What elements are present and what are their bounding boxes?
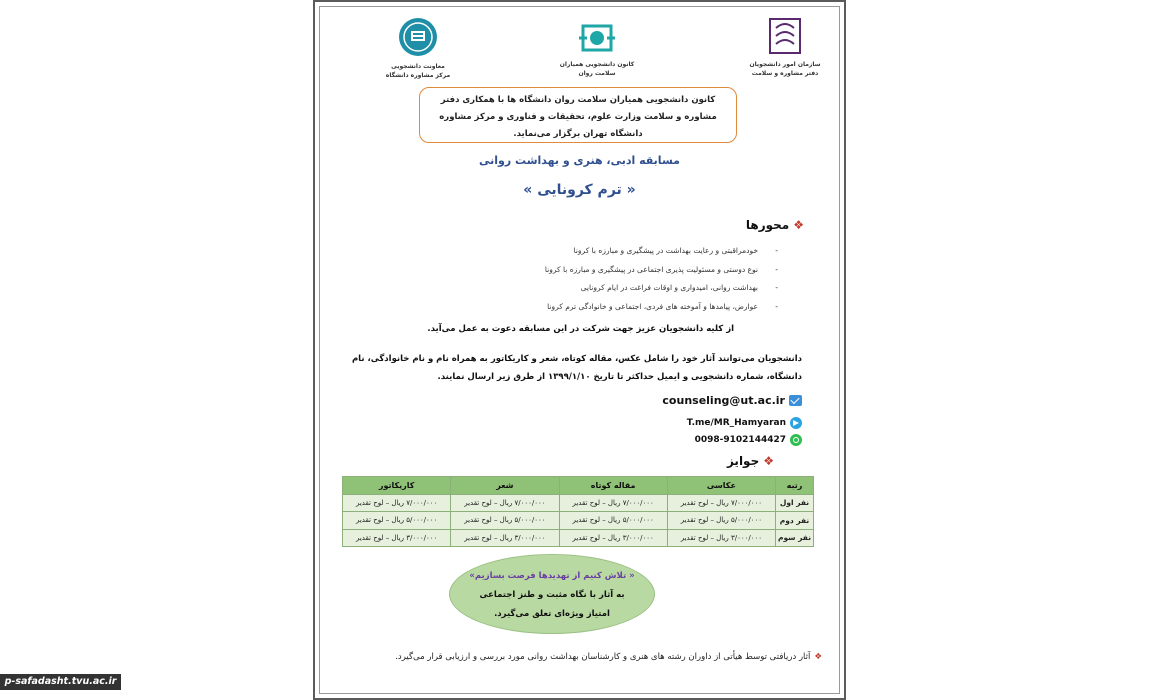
logo-caption: مرکز مشاوره دانشگاه <box>385 72 451 79</box>
slogan-oval <box>449 554 655 634</box>
logo-caption: دفتر مشاوره و سلامت <box>751 70 819 77</box>
prize-cell: ۳/۰۰۰/۰۰۰ ریال – لوح تقدیر <box>667 529 775 547</box>
prize-cell: ۷/۰۰۰/۰۰۰ ریال – لوح تقدیر <box>667 494 775 512</box>
table-header-row <box>343 477 814 495</box>
list-item: - بهداشت روانی، امیدواری و اوقات فراغت در ایام کرونایی <box>545 279 778 298</box>
prize-cell: ۵/۰۰۰/۰۰۰ ریال – لوح تقدیر <box>559 512 667 530</box>
prize-cell: ۷/۰۰۰/۰۰۰ ریال – لوح تقدیر <box>343 494 451 512</box>
list-item: - عوارض، پیامدها و آموخته های فردی، اجتماعی و خانوادگی ترم کرونا <box>545 298 778 317</box>
star-bullet-icon: ❖ <box>793 218 804 232</box>
university-logo-block <box>363 16 473 80</box>
whatsapp-icon <box>790 434 802 446</box>
invite-text: از کلیه دانشجویان عزیز جهت شرکت در این مسابقه دعوت به عمل می‌آید. <box>427 324 734 334</box>
topics-list <box>545 242 778 316</box>
logo-caption: سلامت روان <box>578 70 616 77</box>
mail-icon <box>789 395 802 406</box>
hamyaran-logo-block <box>552 20 642 78</box>
university-of-tehran-logo-icon <box>398 16 438 58</box>
site-watermark: p-safadasht.tvu.ac.ir <box>0 674 121 690</box>
page-subtitle: « ترم کرونایی » <box>523 182 636 198</box>
footnote: ❖آثار دریافتی توسط هیأتی از داوران رشته های هنری و کارشناسان بهداشت روانی مورد بررسی و ارزیابی قرار می‌گیرد. <box>395 652 822 662</box>
hamyaran-logo-icon <box>577 20 617 56</box>
prizes-heading: ❖جوایز <box>726 454 774 468</box>
list-item: - خودمراقبتی و رعایت بهداشت در پیشگیری و مبارزه با کرونا <box>545 242 778 261</box>
column-header: کاریکاتور <box>343 477 451 495</box>
logo-caption: معاونت دانشجویی <box>391 63 445 70</box>
page-title: مسابقه ادبی، هنری و بهداشت روانی <box>479 154 680 167</box>
telegram-link[interactable]: T.me/MR_Hamyaran <box>686 418 786 428</box>
prize-cell: ۷/۰۰۰/۰۰۰ ریال – لوح تقدیر <box>559 494 667 512</box>
rank-cell: نفر اول <box>776 494 814 512</box>
poster-page <box>313 0 846 700</box>
student-affairs-logo-block <box>730 16 840 78</box>
column-header: رتبه <box>776 477 814 495</box>
telegram-icon <box>790 417 802 429</box>
intro-box: کانون دانشجویی همیاران سلامت روان دانشگاه ها با همکاری دفتر مشاوره و سلامت وزارت علوم، تحقیقات و فناوری و مرکز مشاوره دانشگاه تهران برگزار می‌نماید. <box>419 87 737 143</box>
prizes-table <box>342 476 814 547</box>
table-row <box>343 494 814 512</box>
phone-contact <box>695 434 802 446</box>
prize-cell: ۵/۰۰۰/۰۰۰ ریال – لوح تقدیر <box>343 512 451 530</box>
star-bullet-icon: ❖ <box>763 454 774 468</box>
table-row <box>343 529 814 547</box>
slogan-line: امتیاز ویژه‌ای تعلق می‌گیرد. <box>494 609 610 619</box>
rank-cell: نفر دوم <box>776 512 814 530</box>
prize-cell: ۳/۰۰۰/۰۰۰ ریال – لوح تقدیر <box>559 529 667 547</box>
star-bullet-icon: ❖ <box>814 652 822 662</box>
prize-cell: ۵/۰۰۰/۰۰۰ ریال – لوح تقدیر <box>667 512 775 530</box>
phone-number[interactable]: 0098-9102144427 <box>694 435 786 445</box>
column-header: عکاسی <box>667 477 775 495</box>
instructions-text: دانشجویان می‌توانند آثار خود را شامل عکس، مقاله کوتاه، شعر و کاریکاتور به همراه نام و نام خانوادگی، نام دانشگاه، شماره دانشجویی و ایمیل حداکثر تا تاریخ ۱۳۹۹/۱/۱۰ از طرق زیر ارسال نمایند. <box>351 354 802 382</box>
email-contact <box>662 394 802 407</box>
column-header: مقاله کوتاه <box>559 477 667 495</box>
prize-cell: ۳/۰۰۰/۰۰۰ ریال – لوح تقدیر <box>451 529 559 547</box>
slogan-line: به آثار با نگاه مثبت و طنز اجتماعی <box>479 590 625 600</box>
topics-heading: ❖محورها <box>745 218 804 232</box>
prize-cell: ۵/۰۰۰/۰۰۰ ریال – لوح تقدیر <box>451 512 559 530</box>
prize-cell: ۷/۰۰۰/۰۰۰ ریال – لوح تقدیر <box>451 494 559 512</box>
column-header: شعر <box>451 477 559 495</box>
table-row <box>343 512 814 530</box>
logo-caption: کانون دانشجویی همیاران <box>559 61 635 68</box>
student-affairs-logo-icon <box>767 16 803 56</box>
list-item: - نوع دوستی و مسئولیت پذیری اجتماعی در پیشگیری و مبارزه با کرونا <box>545 261 778 280</box>
slogan-line: « تلاش کنیم از تهدیدها فرصت بسازیم» <box>469 571 635 581</box>
email-address[interactable]: counseling@ut.ac.ir <box>662 394 785 407</box>
prize-cell: ۳/۰۰۰/۰۰۰ ریال – لوح تقدیر <box>343 529 451 547</box>
telegram-contact <box>687 417 802 429</box>
logo-caption: سازمان امور دانشجویان <box>749 61 821 68</box>
rank-cell: نفر سوم <box>776 529 814 547</box>
